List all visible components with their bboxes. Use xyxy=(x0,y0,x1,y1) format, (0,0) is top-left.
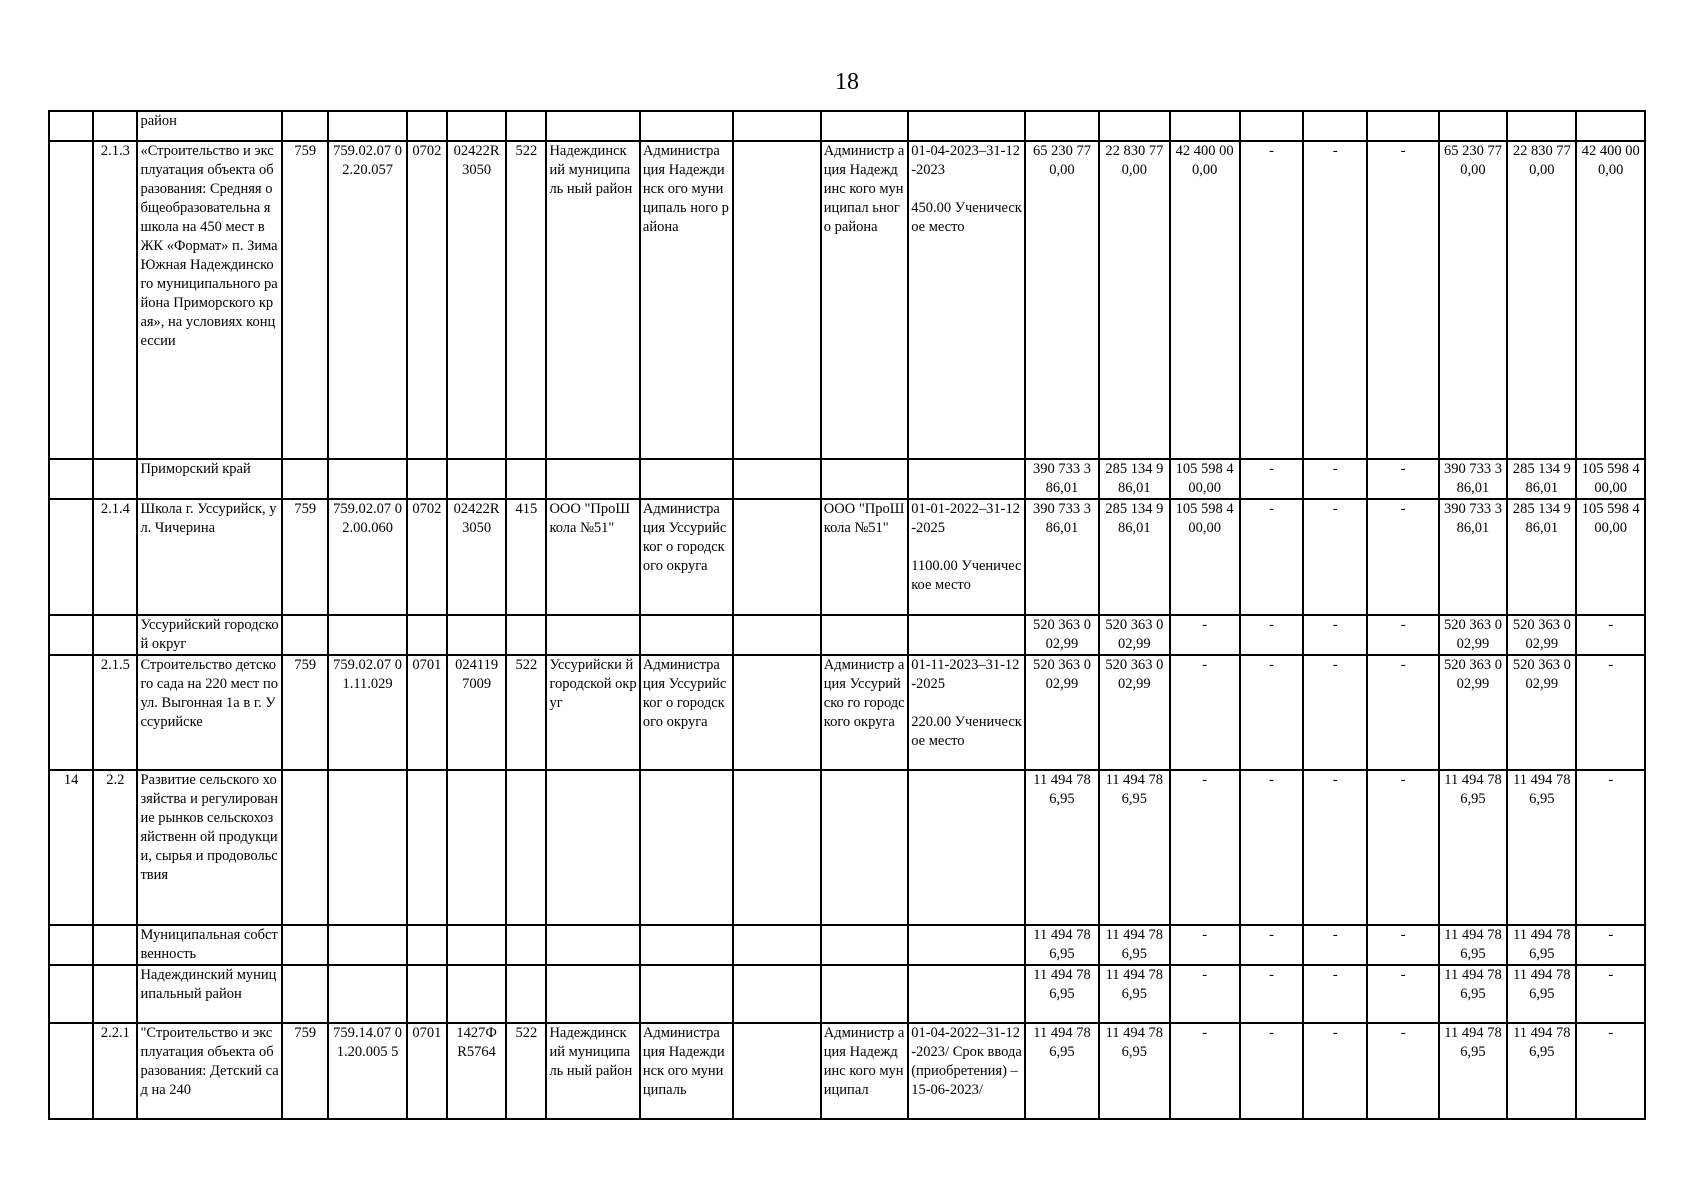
cell-col-empty xyxy=(733,111,820,141)
cell-total-regional: 11 494 78 6,95 xyxy=(1099,770,1169,925)
cell-row-number xyxy=(49,925,93,965)
table-row xyxy=(49,459,1645,499)
cell-section-code: 0701 xyxy=(407,1023,447,1119)
cell-item-code xyxy=(93,111,137,141)
cell-dates-capacity xyxy=(908,459,1025,499)
cell-total-federal: - xyxy=(1170,615,1240,655)
cell-budget-code: 759 xyxy=(282,655,328,770)
cell-expense-code xyxy=(506,459,546,499)
cell-target-code xyxy=(447,770,506,925)
table-row xyxy=(49,499,1645,615)
cell-item-name: Школа г. Уссурийск, ул. Чичерина xyxy=(137,499,282,615)
cell-total-all: 65 230 77 0,00 xyxy=(1025,141,1099,459)
cell-target-code: 1427Ф R5764 xyxy=(447,1023,506,1119)
cell-total-all: 11 494 78 6,95 xyxy=(1025,1023,1099,1119)
cell-year-regional: 285 134 9 86,01 xyxy=(1507,499,1576,615)
cell-year-federal: - xyxy=(1576,770,1645,925)
cell-total-regional: 11 494 78 6,95 xyxy=(1099,965,1169,1023)
cell-dates-capacity: 01-01-2022–31-12-2025 1100.00 Ученическое место xyxy=(908,499,1025,615)
cell-local-1: - xyxy=(1240,965,1303,1023)
cell-target-code xyxy=(447,459,506,499)
cell-local-1 xyxy=(1240,111,1303,141)
cell-item-name: Строительство детского сада на 220 мест по ул. Выгонная 1а в г. Уссурийске xyxy=(137,655,282,770)
cell-dates-capacity: 01-04-2022–31-12-2023/ Срок ввода (приобретения) – 15-06-2023/ xyxy=(908,1023,1025,1119)
cell-program-code xyxy=(328,770,406,925)
cell-total-regional: 22 830 77 0,00 xyxy=(1099,141,1169,459)
cell-expense-code: 522 xyxy=(506,141,546,459)
cell-local-3: - xyxy=(1367,655,1438,770)
cell-dates-capacity xyxy=(908,615,1025,655)
cell-col-empty xyxy=(733,655,820,770)
cell-customer xyxy=(821,111,908,141)
cell-total-federal: - xyxy=(1170,1023,1240,1119)
cell-year-total: 11 494 78 6,95 xyxy=(1439,925,1507,965)
cell-budget-code xyxy=(282,925,328,965)
table-row xyxy=(49,1023,1645,1119)
cell-grbs: Администра ция Уссурийског о городского округа xyxy=(640,655,733,770)
cell-local-1: - xyxy=(1240,1023,1303,1119)
cell-total-regional: 520 363 0 02,99 xyxy=(1099,655,1169,770)
table-row xyxy=(49,965,1645,1023)
cell-grbs: Администра ция Уссурийског о городского округа xyxy=(640,499,733,615)
cell-expense-code: 415 xyxy=(506,499,546,615)
cell-item-name: Надеждинский муниципальный район xyxy=(137,965,282,1023)
cell-local-3 xyxy=(1367,111,1438,141)
cell-total-regional: 520 363 0 02,99 xyxy=(1099,615,1169,655)
cell-expense-code xyxy=(506,770,546,925)
cell-item-name: Уссурийский городской округ xyxy=(137,615,282,655)
cell-budget-code xyxy=(282,965,328,1023)
table-row xyxy=(49,925,1645,965)
cell-year-total xyxy=(1439,111,1507,141)
cell-year-federal: - xyxy=(1576,615,1645,655)
cell-col-empty xyxy=(733,499,820,615)
cell-year-federal: 105 598 4 00,00 xyxy=(1576,459,1645,499)
page-number: 18 xyxy=(835,69,859,95)
cell-item-code: 2.1.5 xyxy=(93,655,137,770)
cell-year-federal: - xyxy=(1576,965,1645,1023)
cell-item-code xyxy=(93,965,137,1023)
cell-program-code xyxy=(328,459,406,499)
cell-budget-code xyxy=(282,770,328,925)
cell-row-number xyxy=(49,615,93,655)
cell-dates-capacity xyxy=(908,965,1025,1023)
cell-section-code xyxy=(407,925,447,965)
cell-year-regional: 22 830 77 0,00 xyxy=(1507,141,1576,459)
cell-executor: ООО "ПроШкола №51" xyxy=(546,499,639,615)
cell-grbs xyxy=(640,459,733,499)
cell-total-regional: 11 494 78 6,95 xyxy=(1099,925,1169,965)
budget-table xyxy=(48,110,1646,1120)
cell-total-federal: 42 400 00 0,00 xyxy=(1170,141,1240,459)
cell-dates-capacity: 01-11-2023–31-12-2025 220.00 Ученическое место xyxy=(908,655,1025,770)
cell-year-regional: 11 494 78 6,95 xyxy=(1507,1023,1576,1119)
cell-target-code: 02422R 3050 xyxy=(447,141,506,459)
cell-total-all: 520 363 0 02,99 xyxy=(1025,655,1099,770)
cell-col-empty xyxy=(733,615,820,655)
cell-row-number xyxy=(49,499,93,615)
cell-section-code xyxy=(407,965,447,1023)
cell-total-federal: - xyxy=(1170,925,1240,965)
cell-year-total: 520 363 0 02,99 xyxy=(1439,615,1507,655)
cell-local-2: - xyxy=(1303,1023,1367,1119)
cell-grbs xyxy=(640,770,733,925)
cell-budget-code xyxy=(282,615,328,655)
cell-total-all: 11 494 78 6,95 xyxy=(1025,965,1099,1023)
cell-total-all: 390 733 3 86,01 xyxy=(1025,459,1099,499)
cell-year-federal xyxy=(1576,111,1645,141)
cell-col-empty xyxy=(733,141,820,459)
cell-row-number xyxy=(49,459,93,499)
cell-target-code: 02422R 3050 xyxy=(447,499,506,615)
cell-col-empty xyxy=(733,965,820,1023)
cell-expense-code: 522 xyxy=(506,655,546,770)
cell-customer xyxy=(821,965,908,1023)
cell-local-1: - xyxy=(1240,459,1303,499)
cell-local-3: - xyxy=(1367,141,1438,459)
table-row xyxy=(49,111,1645,141)
cell-year-total: 390 733 3 86,01 xyxy=(1439,499,1507,615)
cell-local-2: - xyxy=(1303,770,1367,925)
cell-local-3: - xyxy=(1367,925,1438,965)
cell-item-name: Развитие сельского хозяйства и регулирование рынков сельскохозяйственн ой продукции, сырья и продовольствия xyxy=(137,770,282,925)
cell-row-number xyxy=(49,965,93,1023)
cell-local-1: - xyxy=(1240,499,1303,615)
cell-total-federal: - xyxy=(1170,770,1240,925)
cell-row-number xyxy=(49,111,93,141)
cell-total-regional: 285 134 9 86,01 xyxy=(1099,499,1169,615)
cell-grbs: Администра ция Надеждинск ого муниципаль xyxy=(640,1023,733,1119)
cell-customer: ООО "ПроШкола №51" xyxy=(821,499,908,615)
cell-expense-code xyxy=(506,111,546,141)
cell-year-regional: 11 494 78 6,95 xyxy=(1507,965,1576,1023)
cell-executor xyxy=(546,925,639,965)
cell-budget-code xyxy=(282,111,328,141)
cell-dates-capacity: 01-04-2023–31-12-2023 450.00 Ученическое место xyxy=(908,141,1025,459)
cell-local-2: - xyxy=(1303,925,1367,965)
cell-item-code: 2.1.3 xyxy=(93,141,137,459)
cell-dates-capacity xyxy=(908,111,1025,141)
cell-program-code xyxy=(328,111,406,141)
cell-executor xyxy=(546,770,639,925)
cell-local-3: - xyxy=(1367,1023,1438,1119)
cell-executor xyxy=(546,111,639,141)
cell-year-total: 11 494 78 6,95 xyxy=(1439,1023,1507,1119)
cell-grbs xyxy=(640,925,733,965)
cell-total-federal: - xyxy=(1170,965,1240,1023)
cell-total-all: 390 733 3 86,01 xyxy=(1025,499,1099,615)
cell-row-number xyxy=(49,141,93,459)
cell-grbs xyxy=(640,111,733,141)
cell-col-empty xyxy=(733,1023,820,1119)
cell-local-1: - xyxy=(1240,141,1303,459)
cell-total-regional xyxy=(1099,111,1169,141)
cell-program-code: 759.14.07 01.20.005 5 xyxy=(328,1023,406,1119)
cell-program-code xyxy=(328,965,406,1023)
cell-total-all xyxy=(1025,111,1099,141)
cell-customer xyxy=(821,459,908,499)
cell-year-regional xyxy=(1507,111,1576,141)
cell-local-2: - xyxy=(1303,499,1367,615)
cell-total-all: 11 494 78 6,95 xyxy=(1025,770,1099,925)
cell-program-code: 759.02.07 02.20.057 xyxy=(328,141,406,459)
cell-local-1: - xyxy=(1240,655,1303,770)
cell-expense-code xyxy=(506,925,546,965)
cell-budget-code: 759 xyxy=(282,1023,328,1119)
cell-year-federal: - xyxy=(1576,655,1645,770)
cell-item-code xyxy=(93,459,137,499)
cell-local-2: - xyxy=(1303,459,1367,499)
cell-item-name: Приморский край xyxy=(137,459,282,499)
cell-target-code xyxy=(447,111,506,141)
cell-target-code xyxy=(447,615,506,655)
cell-customer: Администр ация Надеждинс кого муниципал ьного района xyxy=(821,141,908,459)
table-row xyxy=(49,770,1645,925)
cell-item-code xyxy=(93,925,137,965)
cell-customer xyxy=(821,770,908,925)
cell-local-2: - xyxy=(1303,141,1367,459)
cell-total-all: 11 494 78 6,95 xyxy=(1025,925,1099,965)
cell-program-code: 759.02.07 01.11.029 xyxy=(328,655,406,770)
cell-local-3: - xyxy=(1367,459,1438,499)
cell-budget-code: 759 xyxy=(282,499,328,615)
cell-expense-code: 522 xyxy=(506,1023,546,1119)
cell-section-code xyxy=(407,459,447,499)
cell-year-federal: 42 400 00 0,00 xyxy=(1576,141,1645,459)
cell-section-code: 0702 xyxy=(407,499,447,615)
cell-row-number: 14 xyxy=(49,770,93,925)
cell-dates-capacity xyxy=(908,925,1025,965)
cell-total-federal: - xyxy=(1170,655,1240,770)
cell-local-1: - xyxy=(1240,770,1303,925)
cell-executor xyxy=(546,615,639,655)
cell-section-code xyxy=(407,111,447,141)
cell-item-code: 2.1.4 xyxy=(93,499,137,615)
cell-section-code: 0702 xyxy=(407,141,447,459)
cell-year-total: 520 363 0 02,99 xyxy=(1439,655,1507,770)
cell-total-regional: 11 494 78 6,95 xyxy=(1099,1023,1169,1119)
cell-total-federal: 105 598 4 00,00 xyxy=(1170,459,1240,499)
cell-row-number xyxy=(49,1023,93,1119)
cell-executor: Надеждинск ий муниципаль ный район xyxy=(546,141,639,459)
cell-program-code: 759.02.07 02.00.060 xyxy=(328,499,406,615)
cell-local-3: - xyxy=(1367,770,1438,925)
table-row xyxy=(49,615,1645,655)
cell-year-federal: - xyxy=(1576,1023,1645,1119)
cell-total-federal xyxy=(1170,111,1240,141)
cell-local-3: - xyxy=(1367,499,1438,615)
cell-year-regional: 285 134 9 86,01 xyxy=(1507,459,1576,499)
cell-dates-capacity xyxy=(908,770,1025,925)
cell-local-2: - xyxy=(1303,615,1367,655)
cell-year-regional: 520 363 0 02,99 xyxy=(1507,655,1576,770)
table-row xyxy=(49,655,1645,770)
cell-year-regional: 11 494 78 6,95 xyxy=(1507,770,1576,925)
cell-grbs xyxy=(640,965,733,1023)
cell-year-federal: 105 598 4 00,00 xyxy=(1576,499,1645,615)
cell-item-name: "Строительство и эксплуатация объекта образования: Детский сад на 240 xyxy=(137,1023,282,1119)
cell-expense-code xyxy=(506,615,546,655)
cell-item-code xyxy=(93,615,137,655)
cell-executor xyxy=(546,459,639,499)
cell-local-2: - xyxy=(1303,655,1367,770)
cell-col-empty xyxy=(733,770,820,925)
cell-year-total: 390 733 3 86,01 xyxy=(1439,459,1507,499)
cell-local-3: - xyxy=(1367,615,1438,655)
cell-total-federal: 105 598 4 00,00 xyxy=(1170,499,1240,615)
cell-total-all: 520 363 0 02,99 xyxy=(1025,615,1099,655)
cell-target-code: 024119 7009 xyxy=(447,655,506,770)
cell-total-regional: 285 134 9 86,01 xyxy=(1099,459,1169,499)
cell-section-code xyxy=(407,770,447,925)
cell-expense-code xyxy=(506,965,546,1023)
cell-customer: Администр ация Уссурийско го городского округа xyxy=(821,655,908,770)
cell-year-total: 11 494 78 6,95 xyxy=(1439,965,1507,1023)
cell-section-code xyxy=(407,615,447,655)
table-row xyxy=(49,141,1645,459)
cell-program-code xyxy=(328,615,406,655)
cell-local-1: - xyxy=(1240,615,1303,655)
cell-local-1: - xyxy=(1240,925,1303,965)
cell-executor: Надеждинск ий муниципаль ный район xyxy=(546,1023,639,1119)
cell-grbs xyxy=(640,615,733,655)
cell-local-3: - xyxy=(1367,965,1438,1023)
cell-year-total: 11 494 78 6,95 xyxy=(1439,770,1507,925)
cell-item-name: район xyxy=(137,111,282,141)
cell-executor: Уссурийски й городской округ xyxy=(546,655,639,770)
cell-year-regional: 520 363 0 02,99 xyxy=(1507,615,1576,655)
cell-target-code xyxy=(447,925,506,965)
cell-local-2 xyxy=(1303,111,1367,141)
cell-item-code: 2.2.1 xyxy=(93,1023,137,1119)
cell-section-code: 0701 xyxy=(407,655,447,770)
cell-item-code: 2.2 xyxy=(93,770,137,925)
cell-item-name: Муниципальная собственность xyxy=(137,925,282,965)
cell-col-empty xyxy=(733,459,820,499)
cell-customer xyxy=(821,615,908,655)
cell-col-empty xyxy=(733,925,820,965)
cell-customer: Администр ация Надеждинс кого муниципал xyxy=(821,1023,908,1119)
cell-customer xyxy=(821,925,908,965)
cell-budget-code xyxy=(282,459,328,499)
cell-local-2: - xyxy=(1303,965,1367,1023)
cell-target-code xyxy=(447,965,506,1023)
cell-item-name: «Строительство и эксплуатация объекта образования: Средняя общеобразовательна я школа на 450 мест в ЖК «Формат» п. Зима Южная Надеждинского муниципального района Приморского края», на условиях концессии xyxy=(137,141,282,459)
cell-grbs: Администра ция Надеждинск ого муниципаль ного района xyxy=(640,141,733,459)
cell-year-federal: - xyxy=(1576,925,1645,965)
cell-year-regional: 11 494 78 6,95 xyxy=(1507,925,1576,965)
cell-program-code xyxy=(328,925,406,965)
cell-budget-code: 759 xyxy=(282,141,328,459)
cell-executor xyxy=(546,965,639,1023)
cell-row-number xyxy=(49,655,93,770)
cell-year-total: 65 230 77 0,00 xyxy=(1439,141,1507,459)
